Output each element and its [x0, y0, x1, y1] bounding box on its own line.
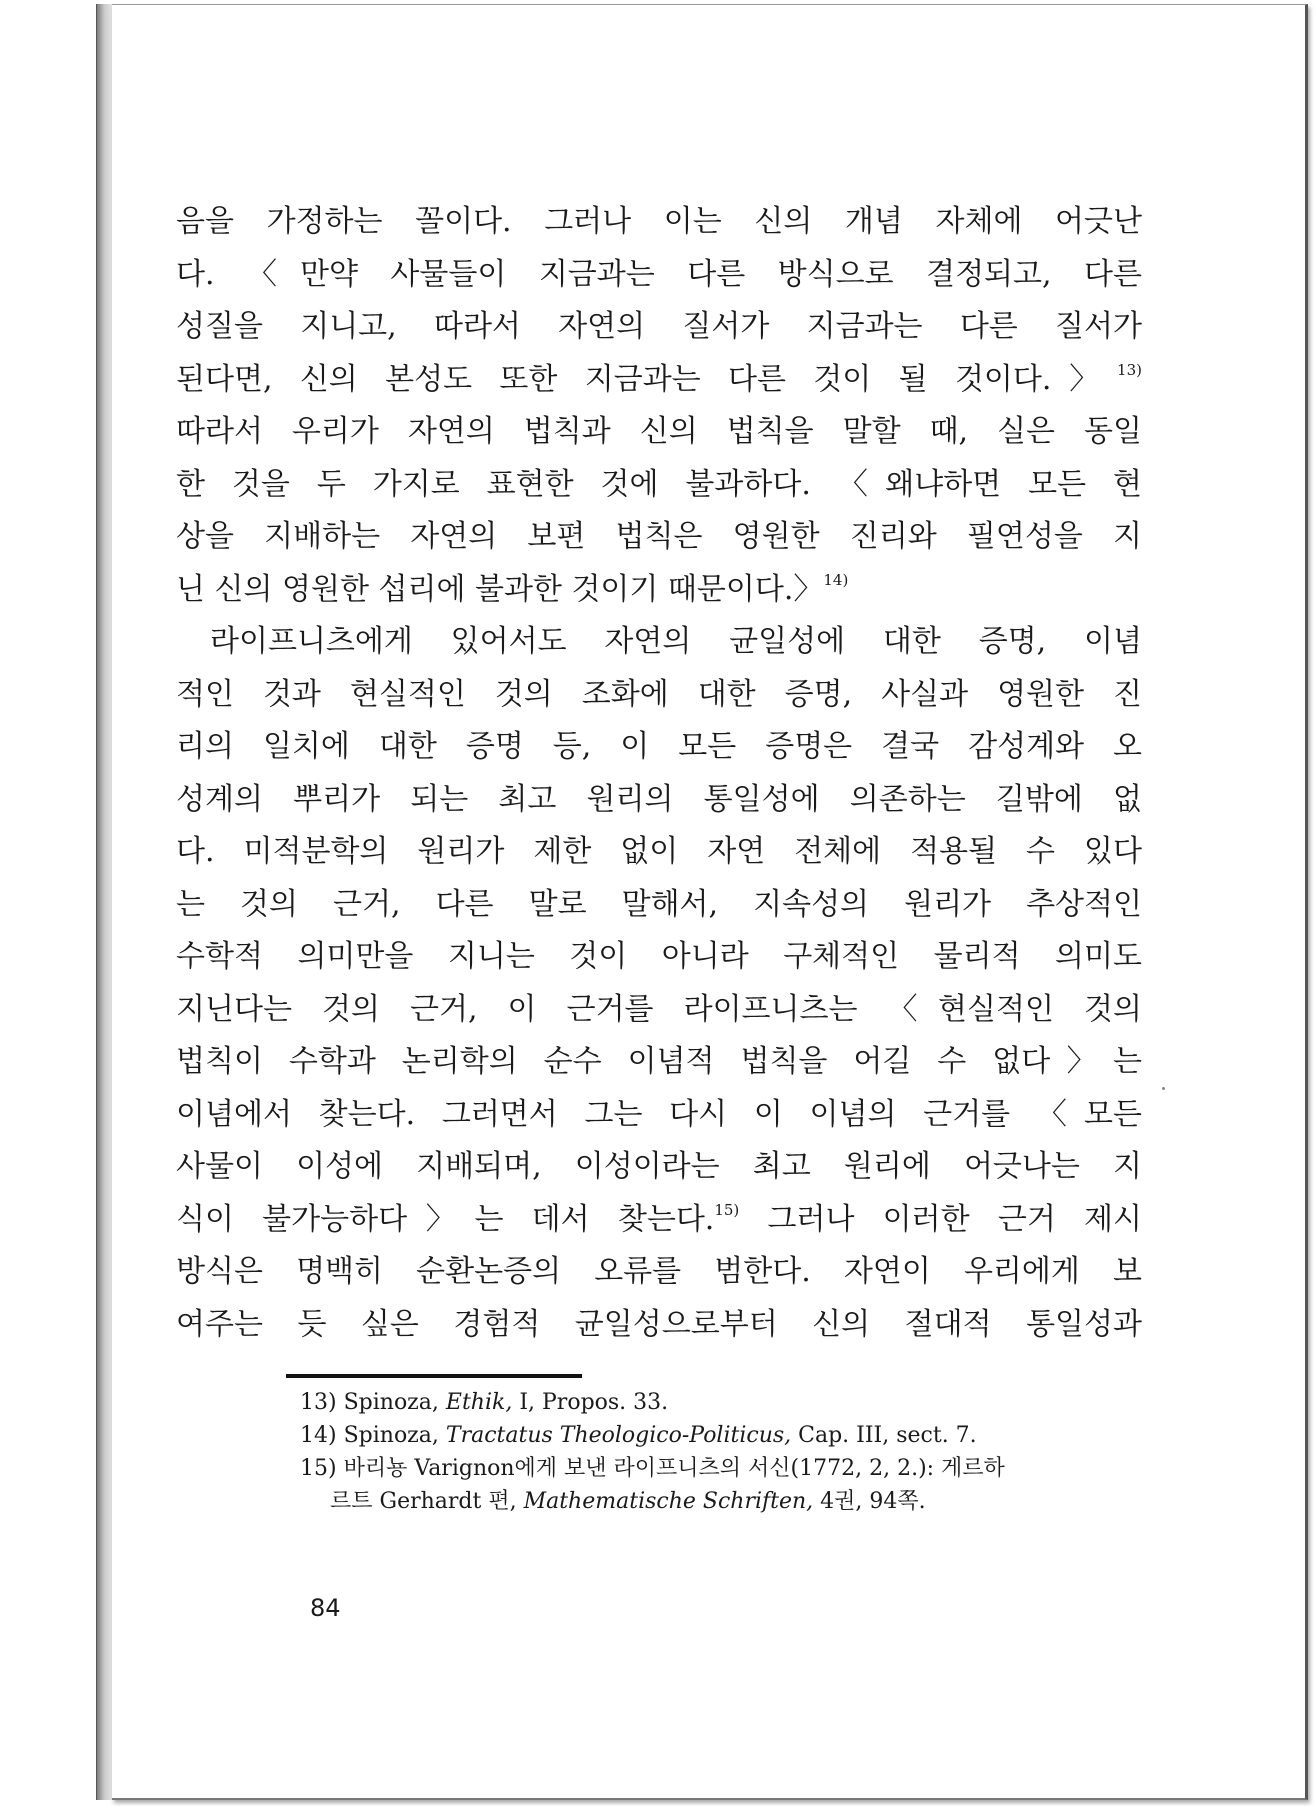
footnote-number: 15): [300, 1456, 337, 1481]
main-body-text: [176, 196, 1142, 1351]
footnote-work-title: Ethik,: [445, 1390, 513, 1415]
footnote-14: [300, 1419, 1150, 1452]
footnote-number: 13): [300, 1390, 337, 1415]
page-number: 84: [310, 1594, 341, 1622]
footnote-text: I, Propos. 33.: [512, 1390, 669, 1415]
footnote-work-title: Mathematische Schriften,: [523, 1489, 814, 1514]
footnote-text: Spinoza,: [343, 1423, 446, 1448]
scan-speck: [1162, 1087, 1165, 1090]
text-line: 법칙이 수학과 논리학의 순수 이념적 법칙을 어길 수 없다〉는: [176, 1044, 1142, 1079]
text-line: 다. 미적분학의 원리가 제한 없이 자연 전체에 적용될 수 있다: [176, 834, 1142, 869]
text-segment: 된다면, 신의 본성도 또한 지금과는 다른 것이 될 것이다.〉: [176, 361, 1118, 397]
footnote-text: Spinoza,: [343, 1390, 446, 1415]
text-line: [176, 564, 1142, 617]
book-spine-edge: [96, 4, 113, 1800]
footnote-text: 르트 Gerhardt 편,: [330, 1489, 524, 1514]
text-segment: 닌 신의 영원한 섭리에 불과한 것이기 때문이다.〉: [176, 571, 824, 607]
footnote-15: [300, 1452, 1150, 1485]
text-line: 적인 것과 현실적인 것의 조화에 대한 증명, 사실과 영원한 진: [176, 676, 1142, 712]
footnote-text: Cap. III, sect. 7.: [791, 1423, 977, 1448]
footnote-ref-14: 14): [823, 570, 849, 589]
text-line: 성질을 지니고, 따라서 자연의 질서가 지금과는 다른 질서가: [176, 309, 1142, 344]
footnote-15-continued: [300, 1485, 1150, 1518]
text-line: 방식은 명백히 순환논증의 오류를 범한다. 자연이 우리에게 보: [176, 1254, 1142, 1289]
text-segment: 식이 불가능하다〉는 데서 찾는다.: [176, 1201, 715, 1237]
text-line: [176, 1194, 1142, 1247]
footnote-work-title: Tractatus Theologico-Politicus,: [445, 1423, 792, 1448]
text-line: [176, 354, 1142, 407]
footnote-divider: [286, 1374, 582, 1378]
text-line: 성계의 뿌리가 되는 최고 원리의 통일성에 의존하는 길밖에 없: [176, 781, 1142, 817]
text-line: 음을 가정하는 꼴이다. 그러나 이는 신의 개념 자체에 어긋난: [176, 204, 1142, 239]
text-line: 이념에서 찾는다. 그러면서 그는 다시 이 이념의 근거를 〈모든: [176, 1096, 1142, 1132]
footnotes: [300, 1386, 1150, 1518]
text-line: 따라서 우리가 자연의 법칙과 신의 법칙을 말할 때, 실은 동일: [176, 414, 1142, 449]
text-line: 리의 일치에 대한 증명 등, 이 모든 증명은 결국 감성계와 오: [176, 729, 1142, 764]
footnote-number: 14): [300, 1423, 337, 1448]
footnote-ref-15: 15): [714, 1200, 740, 1219]
footnote-13: [300, 1386, 1150, 1419]
text-line: 사물이 이성에 지배되며, 이성이라는 최고 원리에 어긋나는 지: [176, 1149, 1142, 1184]
text-segment: 그러나 이러한 근거 제시: [739, 1201, 1142, 1237]
text-line: 한 것을 두 가지로 표현한 것에 불과하다. 〈왜냐하면 모든 현: [176, 466, 1142, 502]
footnote-ref-13: 13): [1117, 360, 1142, 379]
text-line: 여주는 듯 싶은 경험적 균일성으로부터 신의 절대적 통일성과: [176, 1306, 1142, 1342]
text-line-paragraph-start: 라이프니츠에게 있어서도 자연의 균일성에 대한 증명, 이념: [210, 624, 1142, 659]
text-line: 수학적 의미만을 지니는 것이 아니라 구체적인 물리적 의미도: [176, 939, 1142, 974]
footnote-text: 4권, 94쪽.: [813, 1489, 926, 1514]
text-line: 다. 〈만약 사물들이 지금과는 다른 방식으로 결정되고, 다른: [176, 256, 1142, 292]
text-line: 상을 지배하는 자연의 보편 법칙은 영원한 진리와 필연성을 지: [176, 519, 1142, 554]
text-line: 지닌다는 것의 근거, 이 근거를 라이프니츠는 〈현실적인 것의: [176, 991, 1142, 1027]
text-line: 는 것의 근거, 다른 말로 말해서, 지속성의 원리가 추상적인: [176, 886, 1142, 922]
footnote-text: 바리뇽 Varignon에게 보낸 라이프니츠의 서신(1772, 2, 2.): 게르하: [343, 1456, 1005, 1481]
